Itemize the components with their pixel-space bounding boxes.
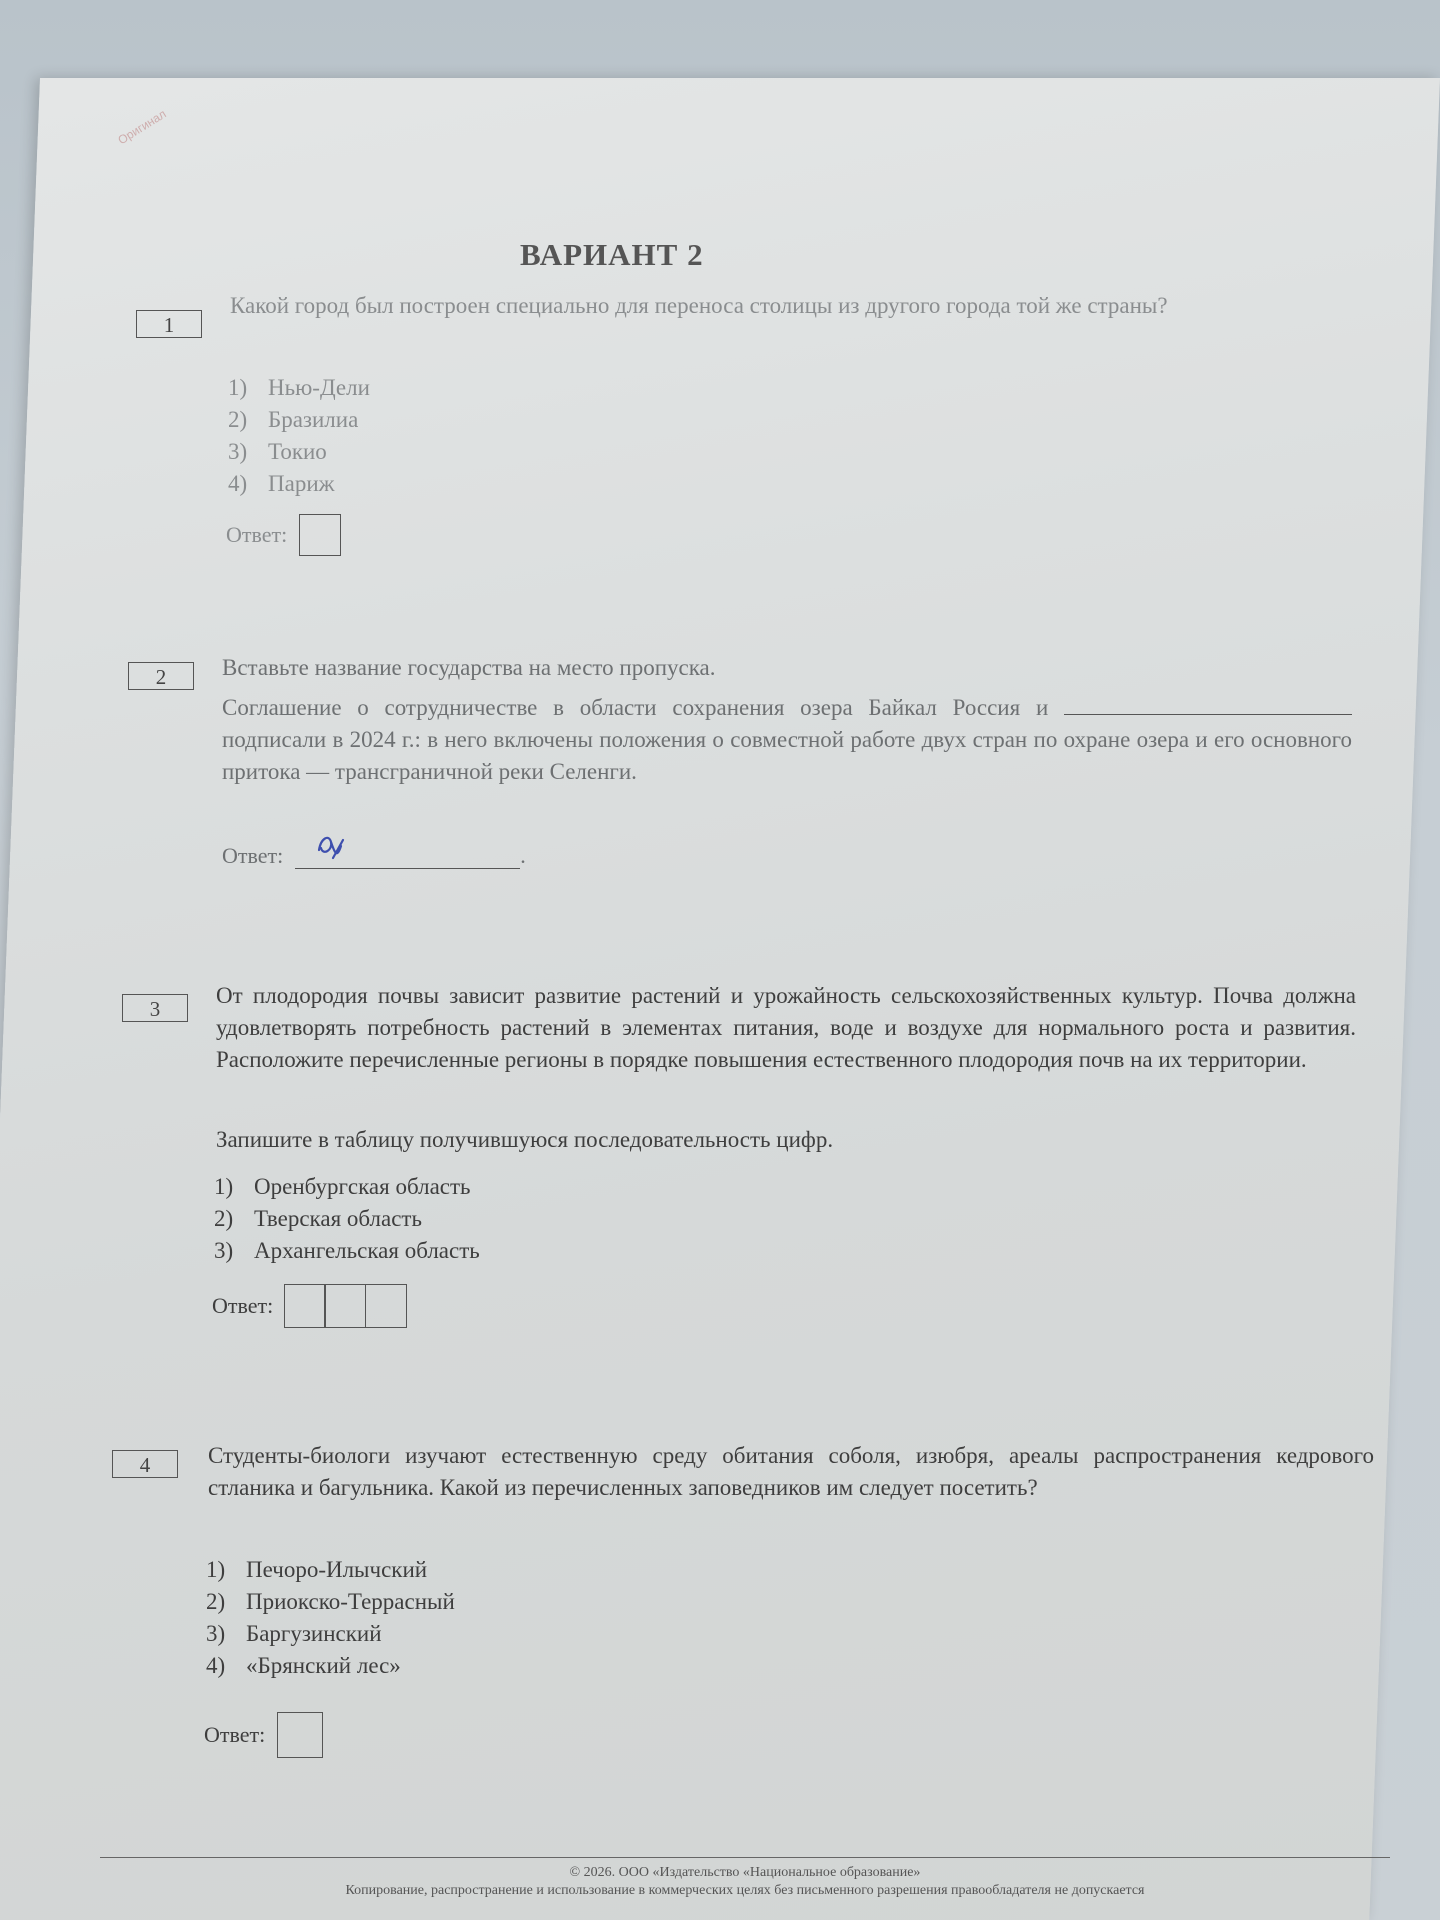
task-number-box: 3 [122,994,188,1022]
option-item: 2) Тверская область [214,1206,422,1231]
task-question: От плодородия почвы зависит развитие растений и урожайность сельскохозяйственных культур. Почва должна удовлетворять потребность растений в элементах питания, воде и воздухе для нормального роста и развития. Расположите перечисленные регионы в порядке повышения естественного плодородия почв на их территории. [216,983,1356,1072]
variant-title: ВАРИАНТ 2 [520,237,704,272]
option-list [228,372,370,500]
copyright-notice: Копирование, распространение и использование в коммерческих целях без письменного разрешения правообладателя не допускается [345,1883,1145,1898]
answer-cell[interactable] [324,1284,366,1328]
option-item: 3) Токио [228,439,327,464]
answer-label: Ответ: [212,1293,274,1318]
option-item: 4) Париж [228,471,335,496]
option-item: 4) «Брянский лес» [206,1653,401,1678]
answer-row [204,1712,323,1758]
answer-label: Ответ: [222,842,284,868]
task-question: Какой город был построен специально для переноса столицы из другого города той же страны? [230,293,1168,318]
answer-cell[interactable] [365,1284,407,1328]
page-footer [100,1857,1390,1900]
task-instruction: Вставьте название государства на место пропуска. [222,655,716,680]
option-item: 2) Приокско-Террасный [206,1589,455,1614]
task-number-box: 1 [136,310,202,338]
task-passage: Соглашение о сотрудничестве в области сохранения озера Байкал Россия и подписали в 2024 г.: в него включены положения о совместной работе двух стран по охране озера и его основного притока — трансграничной реки Селенги. [222,692,1352,788]
answer-cells [285,1284,407,1328]
option-list [206,1554,455,1682]
task-instruction: Запишите в таблицу получившуюся последовательность цифр. [216,1127,834,1152]
answer-box[interactable] [299,514,341,556]
option-item: 1) Печоро-Илычский [206,1557,428,1582]
answer-label: Ответ: [204,1722,266,1747]
option-item: 3) Архангельская область [214,1238,480,1263]
answer-label: Ответ: [226,522,288,547]
answer-line[interactable] [295,842,520,869]
answer-cell[interactable] [284,1284,326,1328]
task-number-box: 2 [128,662,194,690]
option-item: 2) Бразилиа [228,407,359,432]
answer-row: Ответ: . [222,842,526,869]
option-list [214,1171,480,1267]
option-item: 1) Оренбургская область [214,1174,471,1199]
option-item: 3) Баргузинский [206,1621,382,1646]
passage-blank [1064,692,1352,715]
handwritten-mark-icon [313,828,353,868]
answer-row [212,1284,407,1328]
task-question: Студенты-биологи изучают естественную среду обитания соболя, изюбря, ареалы распространения кедрового стланика и багульника. Какой из перечисленных заповедников им следует посетить? [208,1443,1374,1500]
answer-row [226,514,341,556]
task-number-box: 4 [112,1450,178,1478]
answer-box[interactable] [277,1712,323,1758]
corner-stamp: Оригинал [115,106,169,148]
copyright-line: © 2026. ООО «Издательство «Национальное образование» [569,1865,921,1880]
option-item: 1) Нью-Дели [228,375,370,400]
